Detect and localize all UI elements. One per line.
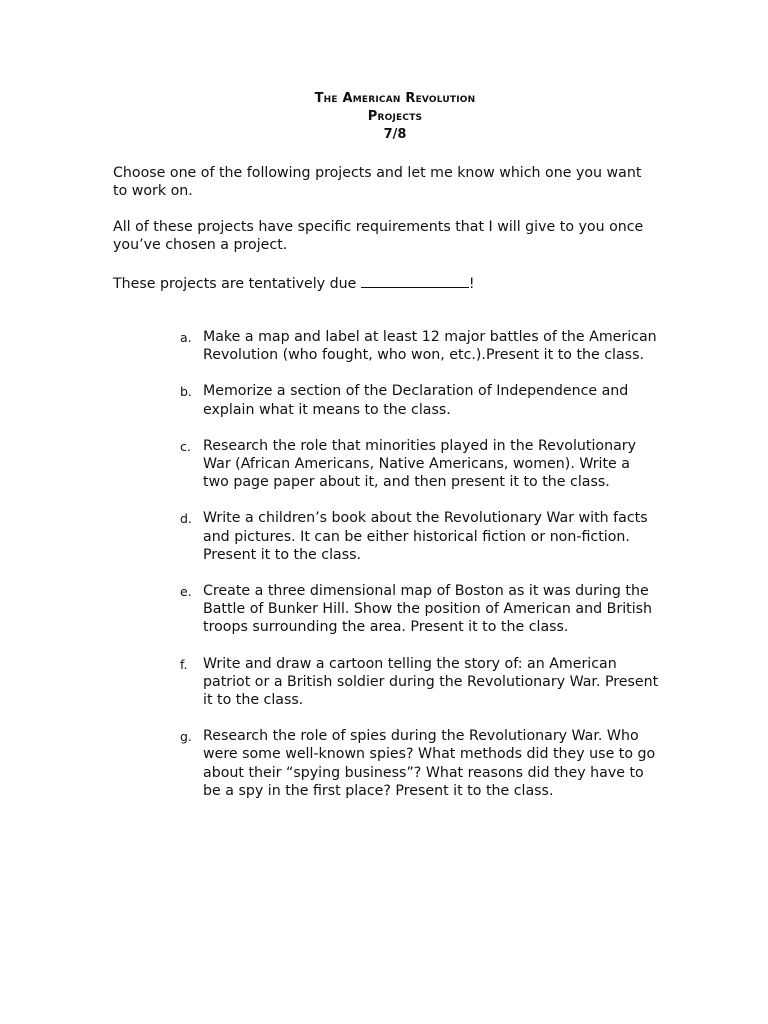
list-marker: f. <box>180 656 188 672</box>
project-text: Research the role of spies during the Revolutionary War. Who were some well-known spies? What methods did they use to go about their “spying business”? What reasons did they have to be a spy in the first place? Present it to the class. <box>203 728 656 799</box>
project-text: Write a children’s book about the Revolutionary War with facts and pictures. It can be either historical fiction or non-fiction. Present it to the class. <box>203 510 648 563</box>
project-text: Create a three dimensional map of Boston as it was during the Battle of Bunker Hill. Show the position of American and British troops surrounding the area. Present it to the class. <box>203 583 653 636</box>
list-marker: e. <box>180 584 192 600</box>
project-item-d <box>180 509 660 564</box>
project-item-b <box>180 382 660 418</box>
list-marker: d. <box>180 511 192 527</box>
due-date-prefix: These projects are tentatively due <box>113 276 361 292</box>
requirements-paragraph: All of these projects have specific requirements that I will give to you once you’ve chosen a project. <box>113 219 644 253</box>
project-text: Make a map and label at least 12 major battles of the American Revolution (who fought, who won, etc.).Present it to the class. <box>203 329 657 364</box>
project-text: Write and draw a cartoon telling the story of: an American patriot or a British soldier during the Revolutionary War. Present it to the class. <box>203 655 659 709</box>
list-marker: c. <box>180 438 191 454</box>
project-text: Memorize a section of the Declaration of Independence and explain what it means to the class. <box>203 383 629 418</box>
project-item-g <box>180 727 660 800</box>
document-title: The American Revolution <box>314 91 476 106</box>
list-marker: a. <box>180 330 192 345</box>
due-date-paragraph <box>113 273 653 293</box>
due-date-suffix: ! <box>468 276 475 292</box>
project-text: Research the role that minorities played in the Revolutionary War (African Americans, Native Americans, women). Write a two page paper about it, and then present it to the class. <box>203 437 637 491</box>
document-subtitle: Projects <box>367 109 423 124</box>
title-block <box>0 90 768 144</box>
project-item-c <box>180 437 660 492</box>
list-marker: g. <box>180 729 192 745</box>
project-item-a <box>180 328 660 364</box>
due-date-blank <box>361 273 469 288</box>
project-list <box>180 328 660 818</box>
document-date: 7/8 <box>383 127 407 142</box>
project-item-e <box>180 582 660 637</box>
list-marker: b. <box>180 384 192 400</box>
project-item-f <box>180 655 660 710</box>
intro-paragraph: Choose one of the following projects and let me know which one you want to work on. <box>113 165 642 199</box>
